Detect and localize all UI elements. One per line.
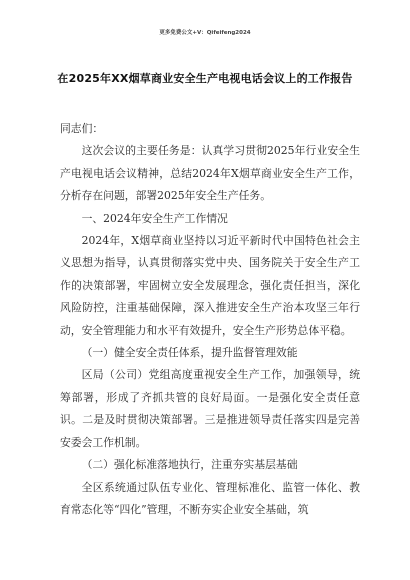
section-heading-1: 一、2024年安全生产工作情况 xyxy=(81,211,228,225)
subsection-heading-2: （二）强化标准落地执行，注重夯实基层基础 xyxy=(81,458,298,472)
paragraph-standards: 全区系统通过队伍专业化、管理标准化、监管一体化、教育常态化等“四化”管理，不断夯实企业安全基础，筑 xyxy=(60,480,360,516)
salutation: 同志们： xyxy=(60,122,104,135)
paragraph-responsibility: 区局（公司）党组高度重视安全生产工作，加强领导，统筹部署，形成了齐抓共管的良好局面。一是强化安全责任意识。二是及时贯彻决策部署。三是推进领导责任落实四是完善安委会工作机制。 xyxy=(60,368,360,449)
header-watermark-text: 更多免费公文+V：Qifeifeng2024 xyxy=(159,30,251,36)
document-title: 在2025年XX烟草商业安全生产电视电话会议上的工作报告 xyxy=(57,72,353,85)
paragraph-intro: 这次会议的主要任务是：认真学习贯彻2025年行业安全生产电视电话会议精神，总结2024年X烟草商业安全生产工作，分析存在问题，部署2025年安全生产任务。 xyxy=(60,144,360,203)
document-body xyxy=(60,118,360,521)
subsection-heading-1: （一）健全安全责任体系，提升监督管理效能 xyxy=(81,346,298,360)
paragraph-2024-summary: 2024年，X烟草商业坚持以习近平新时代中国特色社会主义思想为指导，认真贯彻落实党中央、国务院关于安全生产工作的决策部署，牢固树立安全发展理念，强化责任担当，深化风险防控，注重基础保障，深入推进安全生产治本攻坚三年行动，安全管理能力和水平有效提升，安全生产形势总体平稳。 xyxy=(60,234,360,337)
